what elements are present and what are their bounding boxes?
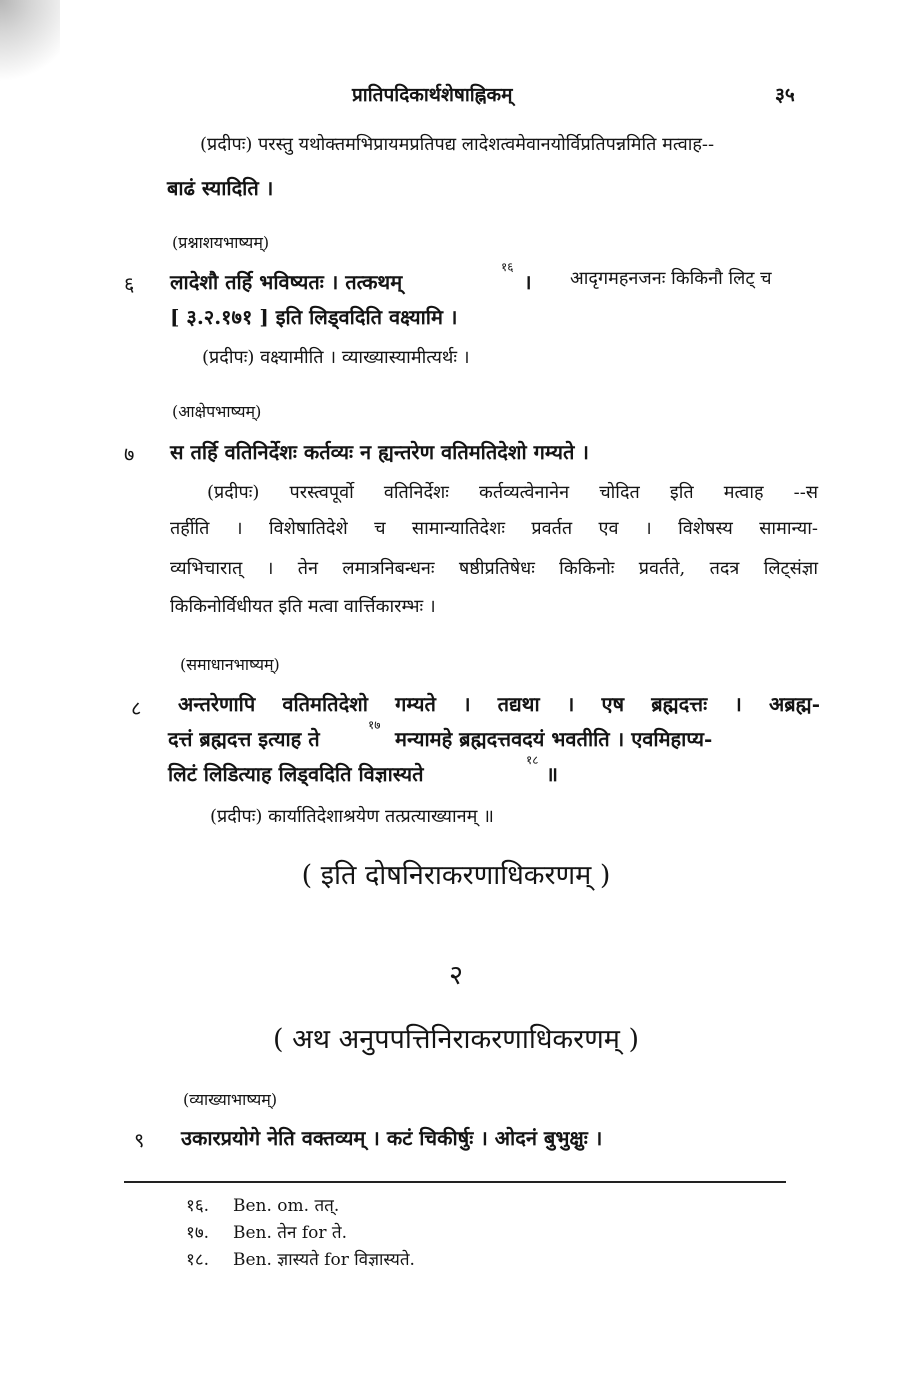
bhashya-number: ९ bbox=[134, 1128, 145, 1152]
bhashya-number: ८ bbox=[131, 696, 142, 720]
bhashya-line: अन्तरेणापि वतिमतिदेशो गम्यते । तद्यथा । एष ब्रह्मदत्तः । अब्रह्म- bbox=[178, 692, 820, 716]
footnote-number: १७. bbox=[186, 1223, 210, 1243]
footnote-ref: १८ bbox=[526, 753, 539, 767]
running-title: प्रातिपदिकार्थशेषाह्निकम् bbox=[352, 84, 513, 106]
bhashya-line: मन्यामहे ब्रह्मदत्तवदयं भवतीति । एवमिहाप्य- bbox=[395, 727, 713, 751]
pradipa-line: किकिनोर्विधीयत इति मत्वा वार्त्तिकारम्भः । bbox=[170, 596, 436, 617]
danda: । bbox=[524, 270, 532, 294]
bhashya-line: स तर्हि वतिनिर्देशः कर्तव्यः न ह्यन्तरेण वतिमतिदेशो गम्यते । bbox=[170, 440, 589, 464]
footnote-number: १६. bbox=[186, 1196, 210, 1216]
pradipa-line: (प्रदीपः) परस्तु यथोक्तमभिप्रायमप्रतिपद्य लादेशत्वमेवानयोर्विप्रतिपन्नमिति मत्वाह-- bbox=[200, 134, 715, 155]
pradipa-line: (प्रदीपः) कार्यातिदेशाश्रयेण तत्प्रत्याख्यानम् ॥ bbox=[210, 806, 494, 827]
bhashya-line: [ ३.२.१७१ ] इति लिड्वदिति वक्ष्यामि । bbox=[170, 305, 458, 329]
bhashya-line: लिटं लिडित्याह लिड्वदिति विज्ञास्यते bbox=[168, 762, 424, 786]
pradipa-line: बाढं स्यादिति । bbox=[167, 176, 274, 200]
section-label: (व्याख्याभाष्यम्) bbox=[183, 1090, 278, 1109]
section-label: (प्रश्नाशयभाष्यम्) bbox=[172, 233, 270, 252]
footnote-ref: १६ bbox=[501, 260, 514, 274]
section-number: २ bbox=[448, 960, 464, 991]
scan-corner-noise bbox=[0, 0, 60, 90]
footnote-text: Ben. तेन for ते. bbox=[233, 1223, 347, 1243]
section-end-title: ( इति दोषनिराकरणाधिकरणम् ) bbox=[301, 860, 611, 891]
pradipa-line: तर्हीति । विशेषातिदेशे च सामान्यातिदेशः प्रवर्तत एव । विशेषस्य सामान्या- bbox=[170, 518, 818, 539]
page-number: ३५ bbox=[775, 84, 795, 106]
bhashya-line: उकारप्रयोगे नेति वक्तव्यम् । कटं चिकीर्षुः । ओदनं बुभुक्षुः । bbox=[181, 1126, 603, 1150]
pradipa-line: (प्रदीपः) परस्त्वपूर्वो वतिनिर्देशः कर्तव्यत्वेनानेन चोदित इति मत्वाह --स bbox=[207, 482, 818, 503]
footnote-text: Ben. om. तत्. bbox=[233, 1196, 340, 1216]
bhashya-line: दत्तं ब्रह्मदत्त इत्याह ते bbox=[168, 727, 320, 751]
double-danda: ॥ bbox=[546, 762, 558, 786]
footnote-text: Ben. ज्ञास्यते for विज्ञास्यते. bbox=[233, 1250, 415, 1270]
section-label: (समाधानभाष्यम्) bbox=[180, 655, 280, 674]
bhashya-line: लादेशौ तर्हि भविष्यतः । तत्कथम् bbox=[170, 270, 403, 294]
section-start-title: ( अथ अनुपपत्तिनिराकरणाधिकरणम् ) bbox=[273, 1024, 639, 1055]
bhashya-number: ६ bbox=[124, 272, 135, 296]
section-label: (आक्षेपभाष्यम्) bbox=[172, 402, 262, 421]
pradipa-line: व्यभिचारात् । तेन लमात्रनिबन्धनः षष्ठीप्रतिषेधः किकिनोः प्रवर्तते, तदत्र लिट्संज्ञा bbox=[170, 558, 818, 579]
footnote-ref: १७ bbox=[368, 718, 381, 732]
bhashya-number: ७ bbox=[124, 442, 135, 466]
footnote-number: १८. bbox=[186, 1250, 210, 1270]
footnote-separator bbox=[124, 1181, 786, 1183]
pradipa-line: (प्रदीपः) वक्ष्यामीति । व्याख्यास्यामीत्यर्थः । bbox=[202, 347, 470, 368]
sutra-text: आदृगमहनजनः किकिनौ लिट् च bbox=[570, 268, 772, 289]
